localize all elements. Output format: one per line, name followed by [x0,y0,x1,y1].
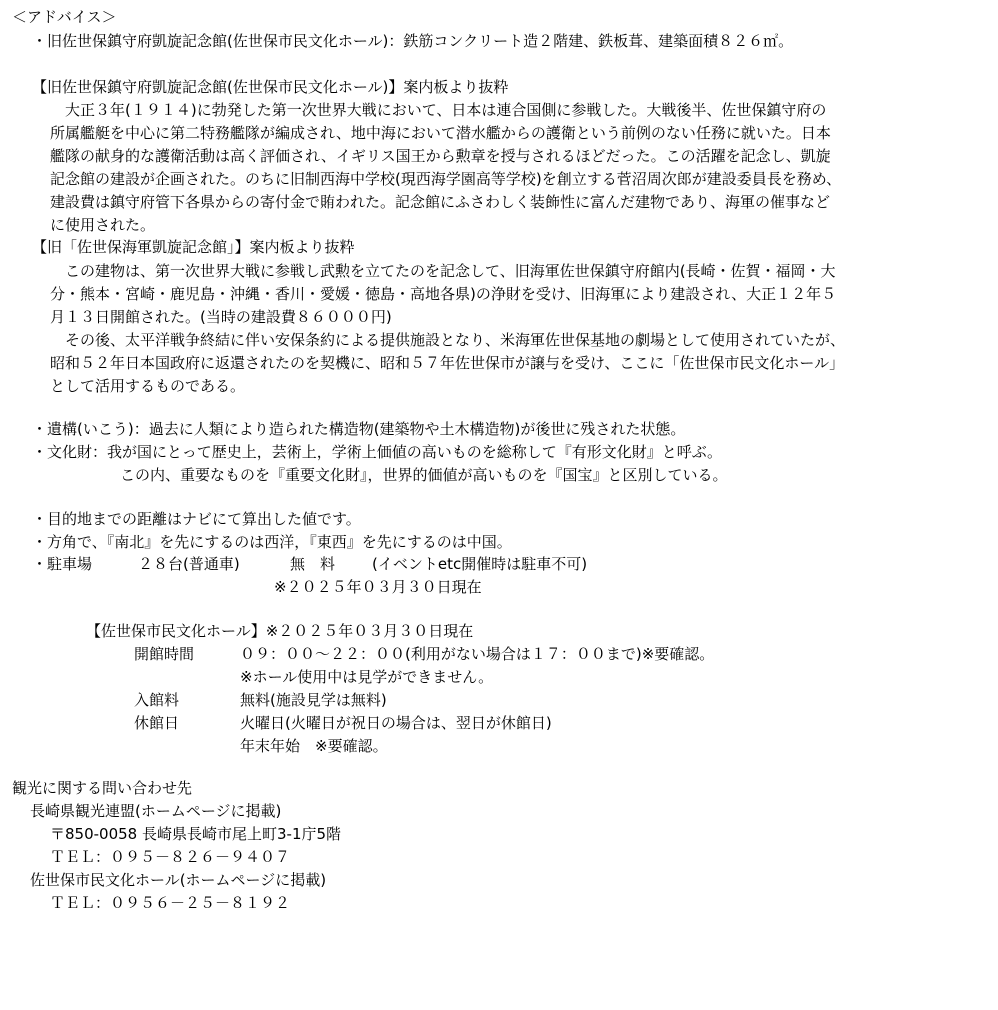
board1-line: 所属艦艇を中心に第二特務艦隊が編成され、地中海において潜水艦からの護衛という前例のない任務に就いた。日本 [50,124,831,142]
hall-closed-value2: 年末年始 ※要確認。 [240,737,388,755]
board1-line: 大正３年(１９１４)に勃発した第一次世界大戦において、日本は連合国側に参戦した。大戦後半、佐世保鎮守府の [50,101,827,119]
contact-org1: 長崎県観光連盟(ホームページに掲載) [30,802,282,820]
contact-org2: 佐世保市民文化ホール(ホームページに掲載) [30,871,327,889]
board2-line: この建物は、第一次世界大戦に参戦し武勲を立てたのを記念して、旧海軍佐世保鎮守府館内(長崎・佐賀・福岡・大 [50,262,836,280]
board2-line: その後、太平洋戦争終結に伴い安保条約による提供施設となり、米海軍佐世保基地の劇場として使用されていたが、 [50,331,846,349]
contact-org2-tel: ＴＥＬ：０９５６－２５－８１９２ [50,894,291,912]
contact-heading: 観光に関する問い合わせ先 [12,779,193,797]
definition-heritage: ・遺構(いこう)：過去に人類により造られた構造物(建築物や土木構造物)が後世に残された状態。 [32,420,686,438]
contact-org1-address: 〒850-0058 長崎県長崎市尾上町3-1庁5階 [50,825,342,843]
hall-hours-label: 開館時間 [134,645,195,663]
definition-cultural-property-cont: この内、重要なものを『重要文化財』，世界的価値が高いものを『国宝』と区別している。 [120,466,728,484]
parking-as-of: ※２０２５年０３月３０日現在 [274,578,482,596]
board1-line: 記念館の建設が企画された。のちに旧制西海中学校(現西海学園高等学校)を創立する菅沼周次郎が建設委員長を務め、 [50,170,842,188]
hall-hours-value: ０９：００～２２：００(利用がない場合は１７：００まで)※要確認。 [240,645,715,663]
advice-heading: ＜アドバイス＞ [12,8,117,26]
definition-cultural-property: ・文化財：我が国にとって歴史上，芸術上，学術上価値の高いものを総称して『有形文化財』と呼ぶ。 [32,443,723,461]
parking-note: (イベントetc開催時は駐車不可) [372,555,588,573]
hall-heading: 【佐世保市民文化ホール】※２０２５年０３月３０日現在 [86,622,474,640]
board2-line: 分・熊本・宮崎・鹿児島・沖縄・香川・愛媛・徳島・高地各県)の浄財を受け、旧海軍により建設され、大正１２年５ [50,285,837,303]
hall-closed-label: 休館日 [134,714,180,732]
building-info: ・旧佐世保鎮守府凱旋記念館(佐世保市民文化ホール)：鉄筋コンクリート造２階建、鉄板葺、建築面積８２６㎡。 [32,32,794,50]
board1-line: 建設費は鎮守府管下各県からの寄付金で賄われた。記念館にふさわしく装飾性に富んだ建物であり、海軍の催事など [50,193,831,211]
board1-line: 艦隊の献身的な護衛活動は高く評価され、イギリス国王から勲章を授与されるほどだった。この活躍を記念し、凱旋 [50,147,831,165]
parking-label: ・駐車場 [32,555,93,573]
hall-fee-value: 無料(施設見学は無料) [240,691,387,709]
board1-heading: 【旧佐世保鎮守府凱旋記念館(佐世保市民文化ホール)】案内板より抜粋 [32,78,509,96]
note-distance: ・目的地までの距離はナビにて算出した値です。 [32,510,361,528]
parking-fee: 無 料 [290,555,336,573]
board1-line: に使用された。 [50,216,156,234]
board2-line: 昭和５２年日本国政府に返還されたのを契機に、昭和５７年佐世保市が譲与を受け、ここに「佐世保市民文化ホール」 [50,354,845,372]
contact-org1-tel: ＴＥＬ：０９５－８２６－９４０７ [50,848,291,866]
parking-count: ２８台(普通車) [138,555,240,573]
hall-closed-value: 火曜日(火曜日が祝日の場合は、翌日が休館日) [240,714,552,732]
note-direction: ・方角で、『南北』を先にするのは西洋，『東西』を先にするのは中国。 [32,533,512,551]
board2-line: 月１３日開館された。(当時の建設費８６０００円) [50,308,392,326]
hall-fee-label: 入館料 [134,691,180,709]
hall-hours-note: ※ホール使用中は見学ができません。 [240,668,494,686]
board2-heading: 【旧「佐世保海軍凱旋記念館」】案内板より抜粋 [32,238,355,256]
board2-line: として活用するものである。 [50,377,246,395]
